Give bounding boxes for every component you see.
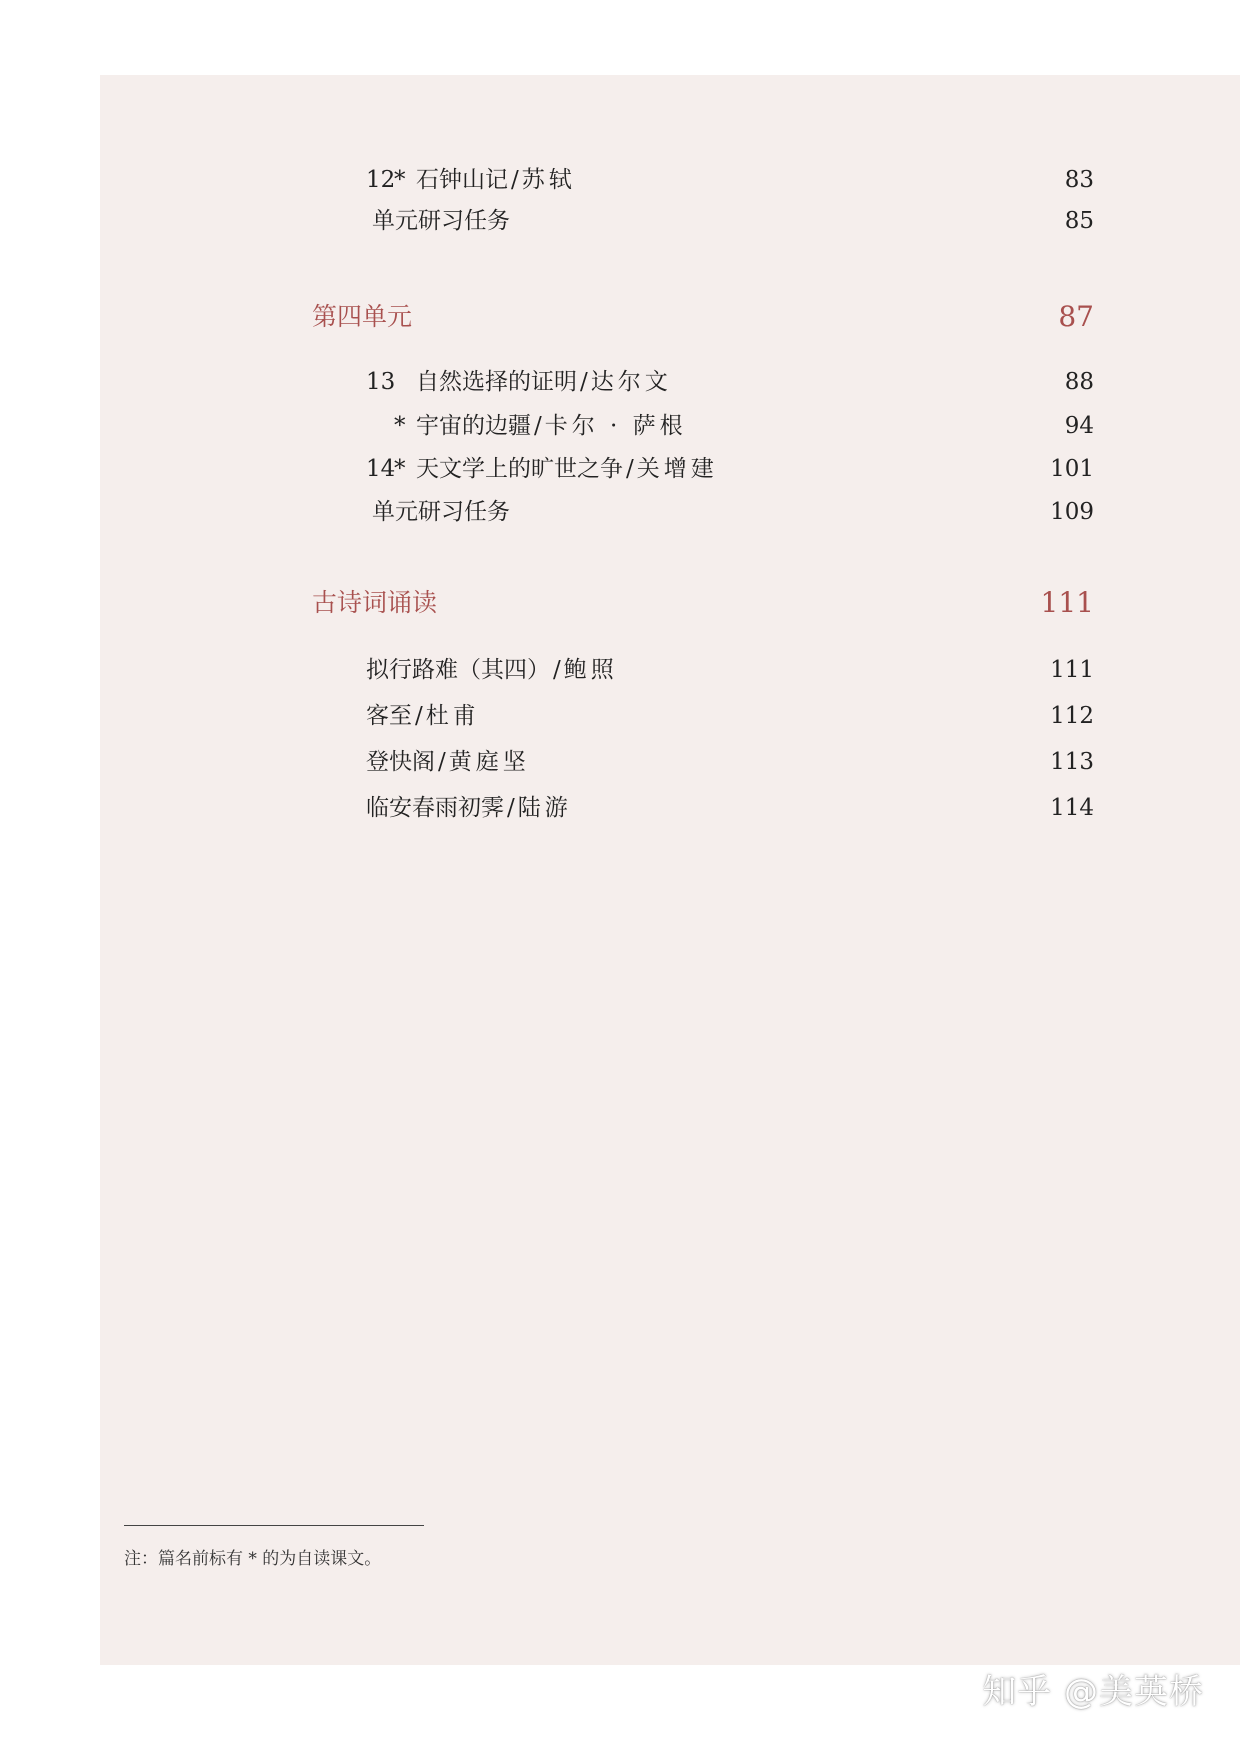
lesson-author: 达尔文 (590, 369, 672, 395)
self-study-star: * (394, 167, 406, 193)
lesson-title-line (366, 650, 618, 690)
lesson-author: 苏轼 (521, 167, 576, 193)
toc-item-kezhi[interactable] (366, 696, 1094, 736)
page-number: 109 (1050, 499, 1094, 525)
title-author-separator: / (626, 456, 634, 482)
lesson-title: 石钟山记 (416, 167, 508, 193)
lesson-title-line (366, 788, 572, 828)
title-author-separator: / (507, 795, 515, 821)
toc-item-linanchunyu[interactable] (366, 788, 1094, 828)
lesson-number: 13 (366, 369, 396, 395)
page-number: 112 (1050, 703, 1094, 729)
lesson-title: 天文学上的旷世之争 (416, 456, 623, 482)
page-number: 101 (1050, 456, 1094, 482)
title-author-separator: / (553, 657, 561, 683)
self-study-star: * (394, 456, 406, 482)
unit-header-4[interactable] (312, 295, 1094, 339)
lesson-title: 登快阁 (366, 749, 435, 775)
toc-item-yuzhoudebianjiang[interactable] (366, 406, 1094, 446)
lesson-author: 杜甫 (425, 703, 480, 729)
lesson-title: 宇宙的边疆 (416, 413, 531, 439)
self-study-star: * (394, 413, 406, 439)
title-author-separator: / (580, 369, 588, 395)
lesson-title: 拟行路难（其四） (366, 657, 550, 683)
lesson-author: 卡尔 · 萨根 (544, 413, 687, 439)
zhihu-watermark: 知乎 @美英桥 (982, 1672, 1204, 1712)
unit-header-poetry[interactable] (312, 581, 1094, 625)
lesson-author: 关增建 (636, 456, 718, 482)
toc-item-ziranxuanze[interactable] (366, 362, 1094, 402)
lesson-title-line (416, 362, 672, 402)
page-number: 114 (1050, 795, 1094, 821)
lesson-title-line (416, 449, 718, 489)
lesson-title: 客至 (366, 703, 412, 729)
lesson-number: 14 (366, 456, 396, 482)
unit-page-number: 87 (1058, 300, 1094, 333)
unit-page-number: 111 (1040, 586, 1094, 619)
title-author-separator: / (511, 167, 519, 193)
unit-title: 古诗词诵读 (312, 588, 438, 617)
page-number: 94 (1064, 413, 1094, 439)
page-number: 88 (1064, 369, 1094, 395)
lesson-title-line (416, 160, 576, 200)
lesson-title-line (416, 406, 687, 446)
lesson-title: 单元研习任务 (372, 208, 510, 234)
unit-title: 第四单元 (312, 302, 413, 331)
lesson-number: 12 (366, 167, 396, 193)
toc-item-unit-task-3[interactable] (366, 201, 1094, 241)
lesson-author: 陆游 (517, 795, 572, 821)
lesson-title: 单元研习任务 (372, 499, 510, 525)
title-author-separator: / (534, 413, 542, 439)
lesson-author: 黄庭坚 (448, 749, 530, 775)
toc-item-tianwenxue[interactable] (366, 449, 1094, 489)
page-number: 85 (1064, 208, 1094, 234)
lesson-author: 鲍照 (563, 657, 618, 683)
toc-item-nixinglunan[interactable] (366, 650, 1094, 690)
page-number: 111 (1050, 657, 1094, 683)
page-number: 83 (1064, 167, 1094, 193)
toc-item-unit-task-4[interactable] (366, 492, 1094, 532)
lesson-title: 临安春雨初霁 (366, 795, 504, 821)
toc-item-shizhongshanji[interactable] (366, 160, 1094, 200)
title-author-separator: / (415, 703, 423, 729)
toc-item-dengkuaige[interactable] (366, 742, 1094, 782)
footnote-divider (124, 1525, 424, 1526)
lesson-title-line (366, 696, 480, 736)
lesson-title-line (366, 742, 530, 782)
page-number: 113 (1050, 749, 1094, 775)
lesson-title: 自然选择的证明 (416, 369, 577, 395)
footnote: 注：篇名前标有 * 的为自读课文。 (124, 1549, 382, 1569)
title-author-separator: / (438, 749, 446, 775)
